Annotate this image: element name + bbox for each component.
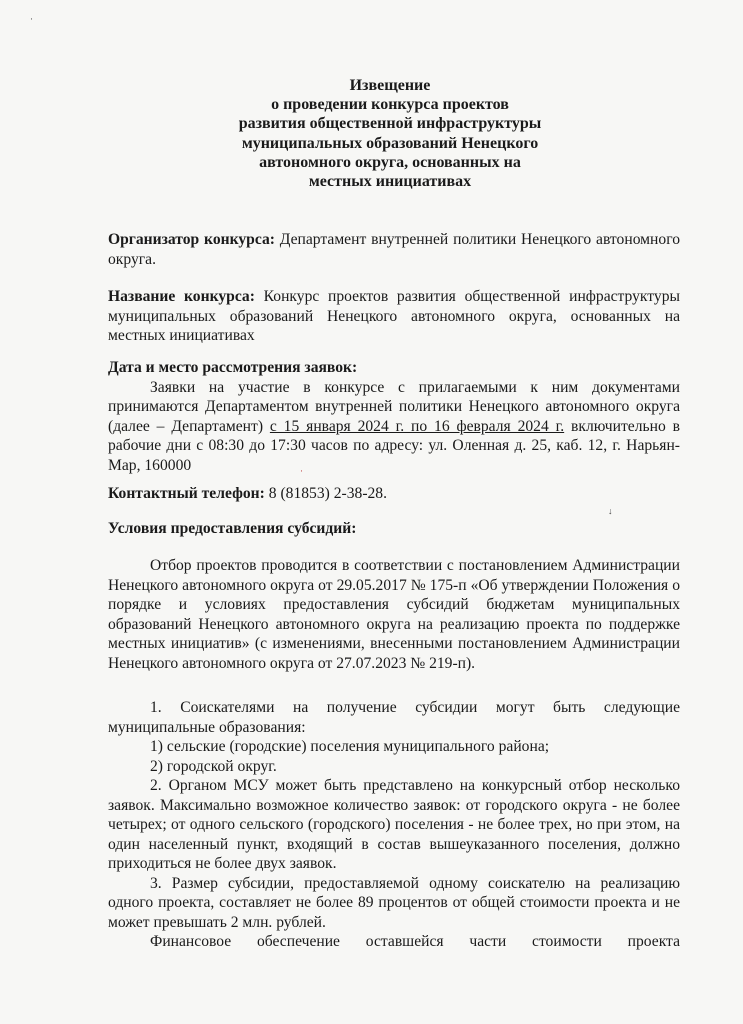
conditions-items-section	[108, 698, 680, 952]
condition-item-1-sub-2: 2) городской округ.	[150, 757, 277, 775]
phone-value: 8 (81853) 2-38-28.	[268, 485, 387, 502]
conditions-intro: Отбор проектов проводится в соответствии с постановлением Администрации Ненецкого автономного округа от 29.05.2017 № 175-п «Об утверждении Положения о порядке и условиях предоставления субсидий бюджетам муниципальных образований Ненецкого автономного округа на реализацию проекта по поддержке местных инициатив» (с изменениями, внесенными постановлением Администрации Ненецкого автономного округа от 27.07.2023 № 219-п).	[108, 557, 680, 672]
title-line: местных инициативах	[308, 173, 472, 191]
review-text-before: Заявки на участие в конкурсе с прилагаемыми к ним документами принимаются Департаментом внутренней политики Ненецкого автономного округа (далее – Департамент)	[108, 378, 680, 435]
conditions-heading-section	[108, 519, 680, 539]
document-title	[180, 76, 600, 191]
review-label: Дата и место рассмотрения заявок:	[108, 359, 358, 376]
title-line: Извещение	[349, 77, 431, 94]
review-dates: с 15 января 2024 г. по 16 февраля 2024 г.	[269, 417, 565, 435]
contest-name-text: Конкурс проектов развития общественной инфраструктуры муниципальных образований Ненецкого автономного округа, основанных на местных инициативах	[108, 288, 680, 344]
title-line: муниципальных образований Ненецкого	[241, 134, 539, 152]
title-line: автономного округа, основанных на	[259, 153, 521, 171]
contest-name-section	[108, 287, 680, 346]
conditions-intro-section	[108, 556, 680, 673]
conditions-label: Условия предоставления субсидий:	[108, 520, 357, 537]
organizer-text: Департамент внутренней политики Ненецкого автономного округа.	[108, 231, 681, 268]
scan-speck: ↓	[608, 506, 613, 516]
review-section	[108, 358, 680, 475]
condition-item-3: 3. Размер субсидии, предоставляемой одному соискателю на реализацию одного проекта, составляет не более 89 процентов от общей стоимости проекта и не может превышать 2 млн. рублей.	[108, 874, 680, 931]
title-line: развития общественной инфраструктуры	[238, 115, 542, 133]
phone-label: Контактный телефон:	[108, 485, 265, 502]
condition-item-1-sub-1: 1) сельские (городские) поселения муниципального района;	[150, 738, 550, 755]
condition-item-2: 2. Органом МСУ может быть представлено на конкурсный отбор несколько заявок. Максимально возможное количество заявок: от городского округа - не более четырех; от одного сельского (городского) поселения - не более трех, но при этом, на один населенный пункт, входящий в состав вышеуказанного поселения, должно приходиться не более двух заявок.	[108, 777, 680, 872]
financing-text: Финансовое обеспечение оставшейся части стоимости проекта	[150, 933, 680, 950]
contest-name-label: Название конкурса:	[108, 288, 255, 305]
condition-item-1: 1. Соискателями на получение субсидии могут быть следующие муниципальные образования:	[108, 699, 680, 736]
review-text-after: включительно в рабочие дни с 08:30 до 17:30 часов по адресу: ул. Оленная д. 25, каб. 12, г. Нарьян-Мар, 160000	[108, 417, 680, 474]
phone-section	[108, 484, 680, 504]
title-line: о проведении конкурса проектов	[271, 96, 509, 114]
organizer-section	[108, 230, 680, 269]
organizer-label: Организатор конкурса:	[108, 231, 275, 248]
scan-speck: ·	[30, 14, 33, 24]
scan-speck: ·	[300, 466, 303, 476]
